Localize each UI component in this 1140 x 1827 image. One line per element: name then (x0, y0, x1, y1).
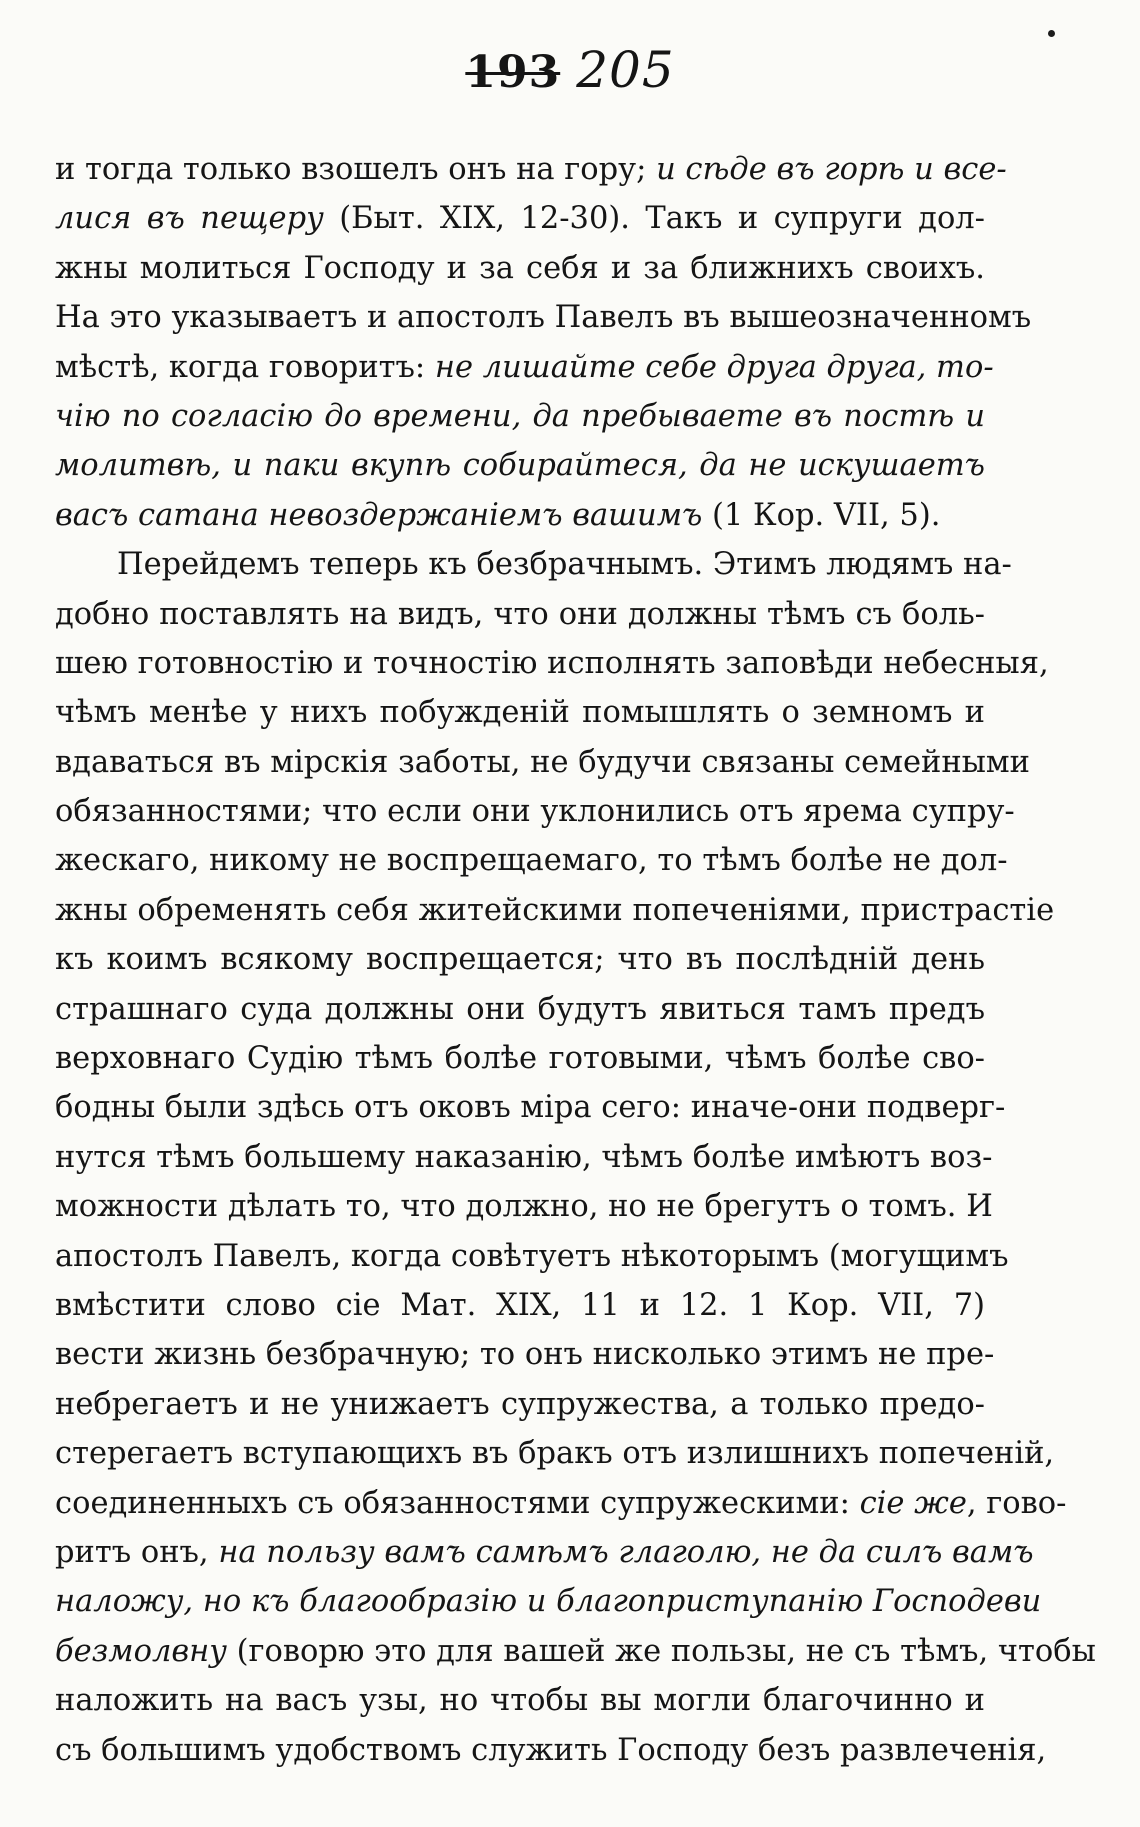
text-line (55, 1479, 1067, 1528)
text-segment: съ большимъ удобствомъ служить Господу безъ развлеченія, (55, 1732, 1047, 1768)
text-line (55, 1429, 1055, 1478)
handwritten-page-number: 205 (576, 41, 675, 99)
text-line (55, 1330, 995, 1379)
text-segment: обязанностями; что если они уклонились отъ ярема супру- (55, 794, 1015, 830)
text-segment: (Быт. XIX, 12-30). Такъ и супруги дол- (323, 201, 985, 237)
text-line (55, 836, 1008, 885)
text-line (55, 1133, 993, 1182)
text-line (55, 985, 985, 1034)
text-line (55, 590, 985, 639)
text-segment: стерегаетъ вступающихъ въ бракъ отъ излишнихъ попеченій, (55, 1436, 1055, 1472)
text-segment: жескаго, никому не воспрещаемаго, то тѣмъ болѣе не дол- (55, 843, 1008, 879)
text-line (55, 293, 1032, 342)
text-segment: небрегаетъ и не унижаетъ супружества, а только предо- (55, 1386, 985, 1422)
text-line (55, 441, 985, 490)
text-segment: , гово- (966, 1485, 1067, 1521)
text-segment: жны молиться Господу и за себя и за ближнихъ своихъ. (55, 250, 985, 286)
text-line (55, 639, 1049, 688)
text-segment: (1 Кор. VII, 5). (702, 497, 941, 533)
text-line (55, 1232, 1009, 1281)
text-line (55, 343, 994, 392)
italic-quote: чію по согласію до времени, да пребываете въ постѣ и (55, 398, 985, 434)
text-segment: (говорю это для вашей же пользы, не съ тѣмъ, чтобы (226, 1633, 1096, 1669)
text-line (55, 1627, 1096, 1676)
italic-quote: лися въ пещеру (55, 201, 324, 237)
italic-quote: наложу, но къ благообразію и благоприступанію Господеви (55, 1584, 1042, 1620)
text-line (55, 244, 985, 293)
text-line (55, 1281, 985, 1330)
text-line (55, 1034, 985, 1083)
text-line (55, 1182, 993, 1231)
italic-quote: безмолвну (55, 1633, 227, 1669)
text-segment: жны обременять себя житейскими попеченіями, пристрастіе (55, 892, 1055, 928)
text-line (55, 1380, 985, 1429)
text-segment: чѣмъ менѣе у нихъ побужденій помышлять о земномъ и (55, 695, 985, 731)
text-line (55, 1083, 1006, 1132)
text-segment: ритъ онъ, (55, 1534, 219, 1570)
text-segment: нутся тѣмъ большему наказанію, чѣмъ болѣе имѣютъ воз- (55, 1139, 993, 1175)
text-segment: и тогда только взошелъ онъ на гору; (55, 152, 657, 187)
ink-dot (1048, 30, 1055, 37)
text-segment: добно поставлять на видъ, что они должны тѣмъ съ боль- (55, 596, 985, 632)
italic-quote: на пользу вамъ самѣмъ глаголю, не да силъ вамъ (218, 1534, 1034, 1570)
text-line (55, 886, 1055, 935)
italic-quote: не лишайте себе друга друга, то- (434, 349, 994, 385)
text-segment: мѣстѣ, когда говоритъ: (55, 349, 435, 385)
text-segment: наложить на васъ узы, но чтобы вы могли благочинно и (55, 1683, 985, 1719)
text-line (55, 688, 985, 737)
text-line (55, 1676, 985, 1725)
text-segment: бодны были здѣсь отъ оковъ міра сего: иначе-они подверг- (55, 1090, 1006, 1126)
old-page-number: 193 (465, 47, 561, 98)
text-line (55, 738, 1030, 787)
text-segment: соединенныхъ съ обязанностями супружескими: (55, 1485, 860, 1521)
italic-quote: молитвѣ, и паки вкупѣ собирайтеся, да не искушаетъ (55, 448, 985, 484)
text-segment: апостолъ Павелъ, когда совѣтуетъ нѣкоторымъ (могущимъ (55, 1238, 1009, 1274)
text-line (55, 540, 1012, 589)
text-segment: вдаваться въ мірскія заботы, не будучи связаны семейными (55, 744, 1030, 780)
italic-quote: васъ сатана невоздержаніемъ вашимъ (55, 497, 703, 533)
italic-quote: и сѣде въ горѣ и все- (656, 152, 1007, 187)
text-line (55, 787, 1015, 836)
text-line (55, 145, 1007, 194)
text-line (55, 1528, 1034, 1577)
text-segment: можности дѣлать то, что должно, но не брегутъ о томъ. И (55, 1189, 993, 1225)
text-line (55, 392, 985, 441)
body-text (55, 145, 1096, 1775)
text-line (55, 1726, 1047, 1775)
italic-quote: сіе же (859, 1485, 967, 1521)
text-line (55, 194, 985, 243)
text-segment: страшнаго суда должны они будутъ явиться тамъ предъ (55, 991, 985, 1027)
text-segment: верховнаго Судію тѣмъ болѣе готовыми, чѣмъ болѣе сво- (55, 1041, 985, 1077)
text-segment: На это указываетъ и апостолъ Павелъ въ вышеозначенномъ (55, 300, 1032, 336)
text-line (55, 491, 985, 540)
text-segment: вмѣстити слово сіе Мат. XIX, 11 и 12. 1 Кор. VII, 7) (55, 1287, 985, 1323)
text-segment: вести жизнь безбрачную; то онъ нисколько этимъ не пре- (55, 1337, 995, 1373)
text-segment: шею готовностію и точностію исполнять заповѣди небесныя, (55, 645, 1049, 681)
page-number (0, 40, 1140, 103)
text-line (55, 935, 985, 984)
text-segment: къ коимъ всякому воспрещается; что въ послѣдній день (55, 942, 985, 978)
text-segment: Перейдемъ теперь къ безбрачнымъ. Этимъ людямъ на- (117, 547, 1012, 583)
text-line (55, 1577, 1042, 1626)
